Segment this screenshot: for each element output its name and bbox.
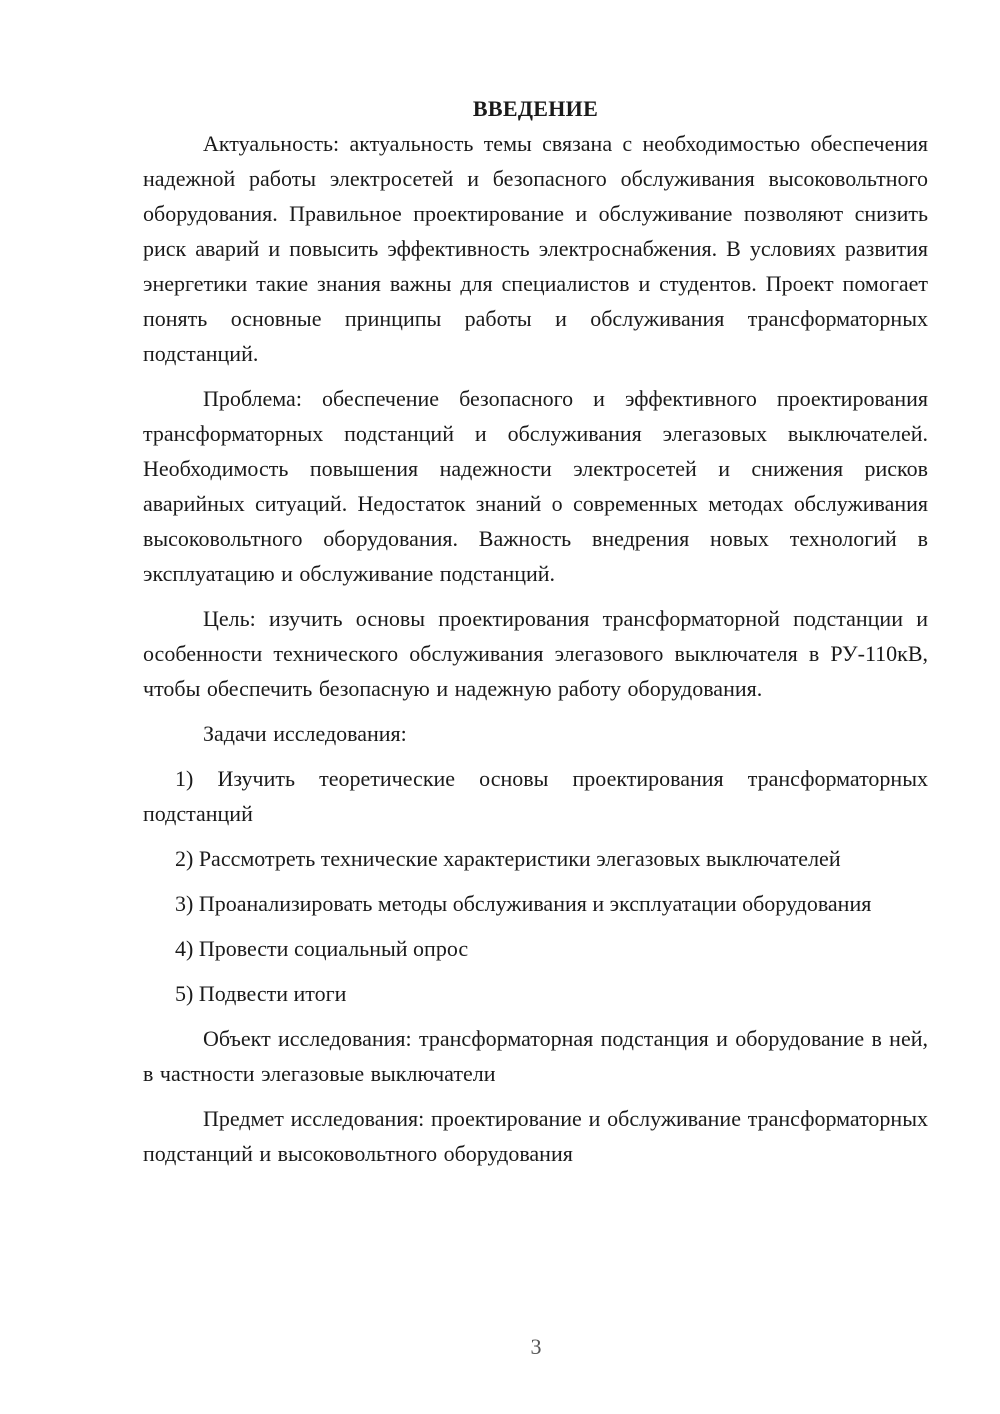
- paragraph-object: Объект исследования: трансформаторная подстанция и оборудование в ней, в частности элегазовые выключатели: [143, 1026, 928, 1086]
- page-number: 3: [530, 1334, 542, 1359]
- paragraph-problem: Проблема: обеспечение безопасного и эффективного проектирования трансформаторных подстанций и обслуживания элегазовых выключателей. Необходимость повышения надежности электросетей и снижения рисков аварийных ситуаций. Недостаток знаний о современных методах обслуживания высоковольтного оборудования. Важность внедрения новых технологий в эксплуатацию и обслуживание подстанций.: [143, 386, 928, 586]
- section-title: ВВЕДЕНИЕ: [472, 96, 599, 121]
- task-item-4: 4) Провести социальный опрос: [175, 936, 469, 961]
- paragraph-subject: Предмет исследования: проектирование и обслуживание трансформаторных подстанций и высоковольтного оборудования: [143, 1106, 928, 1166]
- paragraph-goal: Цель: изучить основы проектирования трансформаторной подстанции и особенности технического обслуживания элегазового выключателя в РУ-110кВ, чтобы обеспечить безопасную и надежную работу оборудования.: [143, 606, 928, 701]
- task-item-1: 1) Изучить теоретические основы проектирования трансформаторных подстанций: [143, 766, 928, 826]
- task-item-3: 3) Проанализировать методы обслуживания и эксплуатации оборудования: [175, 891, 872, 916]
- task-item-5: 5) Подвести итоги: [175, 981, 347, 1006]
- document-page: [143, 92, 928, 1181]
- paragraph-relevance: Актуальность: актуальность темы связана с необходимостью обеспечения надежной работы электросетей и безопасного обслуживания высоковольтного оборудования. Правильное проектирование и обслуживание позволяют снизить риск аварий и повысить эффективность электроснабжения. В условиях развития энергетики такие знания важны для специалистов и студентов. Проект помогает понять основные принципы работы и обслуживания трансформаторных подстанций.: [143, 131, 928, 366]
- task-item-2: 2) Рассмотреть технические характеристики элегазовых выключателей: [175, 846, 841, 871]
- tasks-heading: Задачи исследования:: [203, 721, 407, 746]
